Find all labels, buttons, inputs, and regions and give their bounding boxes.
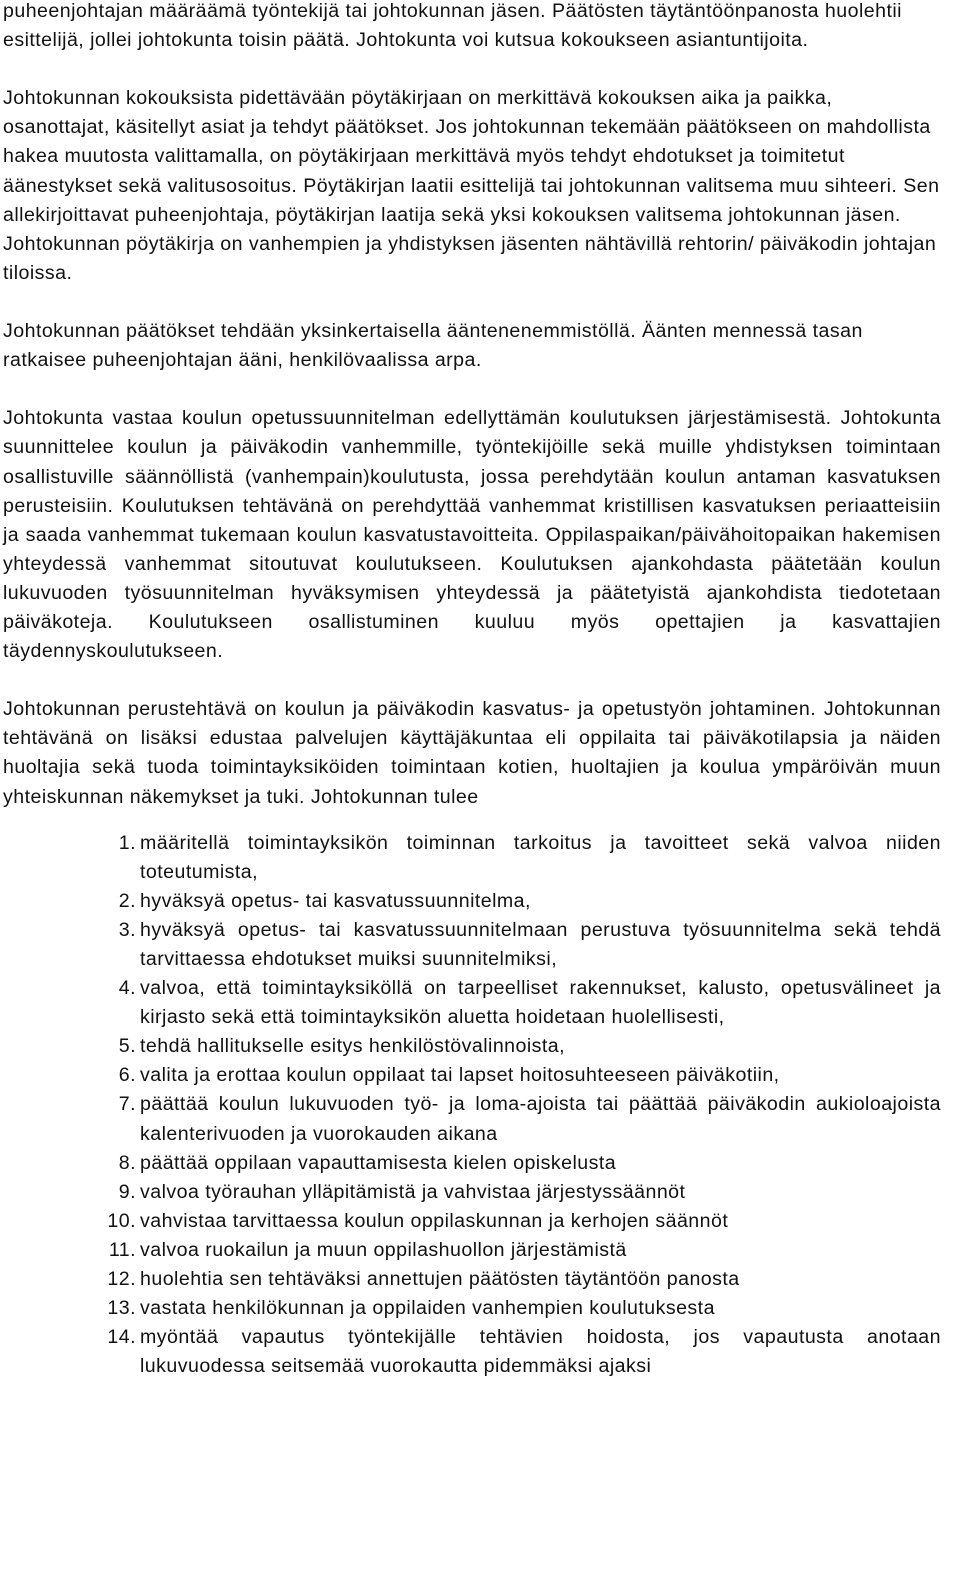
list-item-text: valita ja erottaa koulun oppilaat tai lapset hoitosuhteeseen päiväkotiin, xyxy=(140,1064,780,1087)
list-item xyxy=(3,1323,941,1381)
list-item-text: myöntää vapautus työntekijälle tehtävien hoidosta, jos vapautusta anotaan lukuvuodessa seitsemää vuorokautta pidemmäksi ajaksi xyxy=(140,1326,941,1378)
list-item-text: valvoa työrauhan ylläpitämistä ja vahvistaa järjestyssäännöt xyxy=(140,1180,686,1203)
list-number: 6. xyxy=(118,1064,136,1087)
list-item-text: päättää oppilaan vapauttamisesta kielen opiskelusta xyxy=(140,1151,617,1174)
list-item xyxy=(3,1032,941,1061)
list-number: 5. xyxy=(118,1035,136,1058)
list-item-text: määritellä toimintayksikön toiminnan tarkoitus ja tavoitteet sekä valvoa niiden toteutumista, xyxy=(140,831,941,883)
list-item xyxy=(3,1294,941,1323)
paragraph-minutes: Johtokunnan kokouksista pidettävään pöytäkirjaan on merkittävä kokouksen aika ja paikka, osanottajat, käsitellyt asiat ja tehdyt päätökset. Jos johtokunnan tekemään päätökseen on mahdollista hakea muutosta valittamalla, on pöytäkirjaan merkittävä myös tehdyt ehdotukset ja toimitetut äänestykset sekä valitusosoitus. Pöytäkirjan laatii esittelijä tai johtokunnan valitsema muu sihteeri. Sen allekirjoittavat puheenjohtaja, pöytäkirjan laatija sekä yksi kokouksen valitsema johtokunnan jäsen. Johtokunnan pöytäkirja on vanhempien ja yhdistyksen jäsenten nähtävillä rehtorin/ päiväkodin johtajan tiloissa. xyxy=(3,87,940,284)
list-number: 14. xyxy=(107,1326,136,1349)
list-number: 1. xyxy=(118,831,136,854)
paragraph-decisions: Johtokunnan päätökset tehdään yksinkertaisella ääntenenemmistöllä. Äänten mennessä tasan ratkaisee puheenjohtajan ääni, henkilövaalissa arpa. xyxy=(3,320,863,372)
list-item xyxy=(3,974,941,1032)
list-item xyxy=(3,887,941,916)
list-item xyxy=(3,829,941,887)
paragraph-core-task: Johtokunnan perustehtävä on koulun ja päiväkodin kasvatus- ja opetustyön johtaminen. Johtokunnan tehtävänä on lisäksi edustaa palvelujen käyttäjäkuntaa eli oppilaita tai päiväkotilapsia ja näiden huoltajia sekä tuoda toimintayksiköiden toimintaan kotien, huoltajien ja koulua ympäröivän muun yhteiskunnan näkemykset ja tuki. Johtokunnan tulee xyxy=(3,698,941,808)
list-number: 7. xyxy=(118,1093,136,1116)
list-number: 2. xyxy=(118,889,136,912)
paragraph-meeting-procedure: puheenjohtajan määräämä työntekijä tai johtokunnan jäsen. Päätösten täytäntöönpanosta huolehtii esittelijä, jollei johtokunta toisin päätä. Johtokunta voi kutsua kokoukseen asiantuntijoita. xyxy=(3,0,902,52)
duties-list xyxy=(3,829,941,1382)
list-item xyxy=(3,1090,941,1148)
list-item-text: vastata henkilökunnan ja oppilaiden vanhempien koulutuksesta xyxy=(140,1297,715,1320)
list-number: 4. xyxy=(118,977,136,1000)
list-item-text: hyväksyä opetus- tai kasvatussuunnitelma, xyxy=(140,889,531,912)
list-number: 12. xyxy=(107,1268,136,1291)
list-item-text: päättää koulun lukuvuoden työ- ja loma-ajoista tai päättää päiväkodin aukioloajoista kalenterivuoden ja vuorokauden aikana xyxy=(140,1093,941,1145)
list-item xyxy=(3,1265,941,1294)
list-item-text: huolehtia sen tehtäväksi annettujen päätösten täytäntöön panosta xyxy=(140,1268,740,1291)
list-item xyxy=(3,1149,941,1178)
list-number: 9. xyxy=(118,1180,136,1203)
list-item-text: valvoa, että toimintayksiköllä on tarpeelliset rakennukset, kalusto, opetusvälineet ja kirjasto sekä että toimintayksikön aluetta hoidetaan huolellisesti, xyxy=(140,977,941,1029)
list-item xyxy=(3,1178,941,1207)
document-page xyxy=(3,0,941,1381)
list-item-text: valvoa ruokailun ja muun oppilashuollon järjestämistä xyxy=(140,1238,627,1261)
list-item xyxy=(3,1236,941,1265)
list-number: 13. xyxy=(107,1297,136,1320)
list-number: 11. xyxy=(108,1238,136,1261)
list-item xyxy=(3,1207,941,1236)
list-item xyxy=(3,1061,941,1090)
list-number: 10. xyxy=(107,1209,136,1232)
list-number: 8. xyxy=(118,1151,136,1174)
list-item-text: hyväksyä opetus- tai kasvatussuunnitelmaan perustuva työsuunnitelma sekä tehdä tarvittaessa ehdotukset muiksi suunnitelmiksi, xyxy=(140,918,941,970)
list-number: 3. xyxy=(118,918,136,941)
list-item-text: tehdä hallitukselle esitys henkilöstövalinnoista, xyxy=(140,1035,566,1058)
paragraph-training: Johtokunta vastaa koulun opetussuunnitelman edellyttämän koulutuksen järjestämisestä. Johtokunta suunnittelee koulun ja päiväkodin vanhemmille, työntekijöille sekä muille yhdistyksen toimintaan osallistuville säännöllistä (vanhempain)koulutusta, jossa perehdytään koulun antaman kasvatuksen perusteisiin. Koulutuksen tehtävänä on perehdyttää vanhemmat kristillisen kasvatuksen periaatteisiin ja saada vanhemmat tukemaan koulun kasvatustavoitteita. Oppilaspaikan/päivähoitopaikan hakemisen yhteydessä vanhemmat sitoutuvat koulutukseen. Koulutuksen ajankohdasta päätetään koulun lukuvuoden työsuunnitelman hyväksymisen yhteydessä ja päätetyistä ajankohdista tiedotetaan päiväkoteja. Koulutukseen osallistuminen kuuluu myös opettajien ja kasvattajien täydennyskoulutukseen. xyxy=(3,407,941,663)
list-item-text: vahvistaa tarvittaessa koulun oppilaskunnan ja kerhojen säännöt xyxy=(140,1209,729,1232)
list-item xyxy=(3,916,941,974)
